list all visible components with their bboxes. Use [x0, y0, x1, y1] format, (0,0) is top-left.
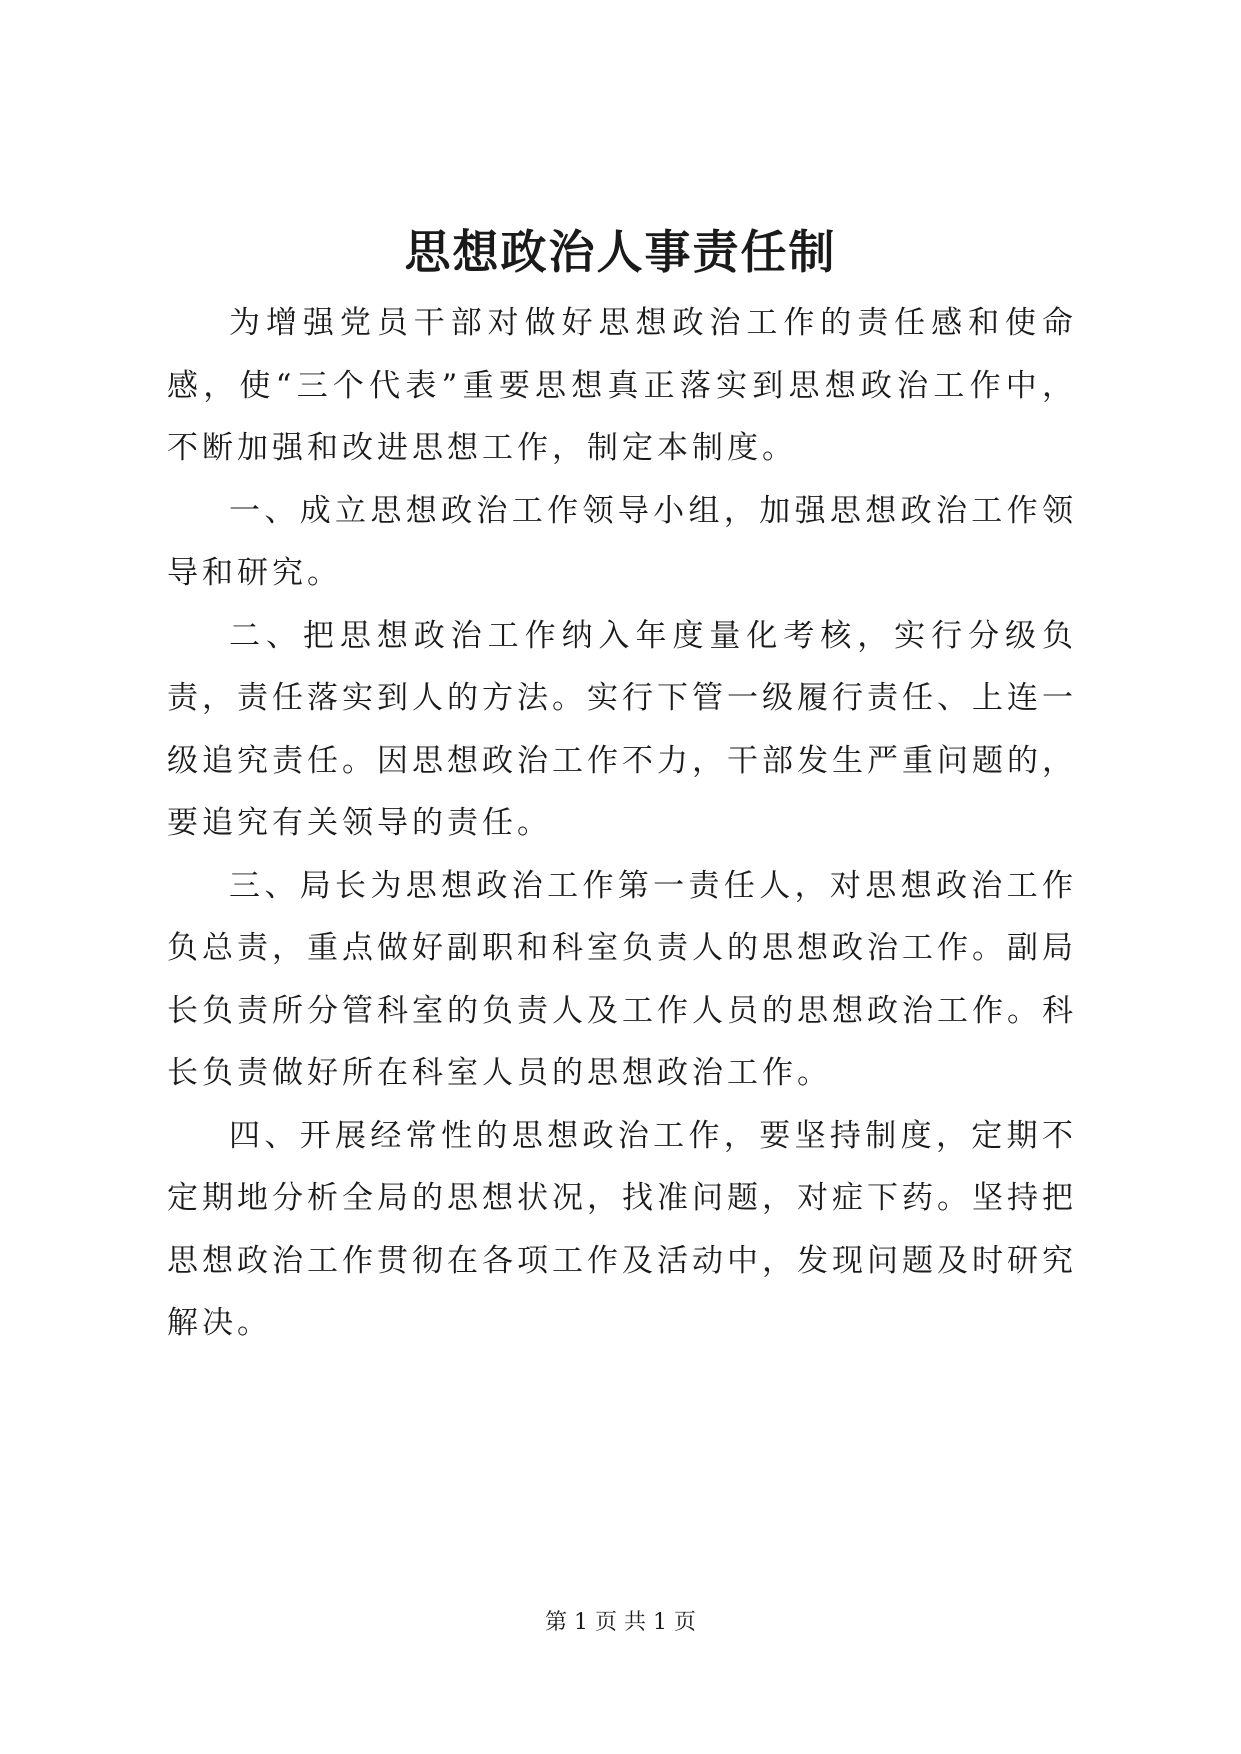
paragraph-intro: 为增强党员干部对做好思想政治工作的责任感和使命感，使“三个代表”重要思想真正落实到思想政治工作中，不断加强和改进思想工作，制定本制度。 — [167, 305, 1077, 466]
paragraph-item-3: 三、局长为思想政治工作第一责任人，对思想政治工作负总责，重点做好副职和科室负责人的思想政治工作。副局长负责所分管科室的负责人及工作人员的思想政治工作。科长负责做好所在科室人员的思想政治工作。 — [167, 867, 1077, 1091]
document-body — [167, 292, 1077, 1355]
paragraph-item-2: 二、把思想政治工作纳入年度量化考核，实行分级负责，责任落实到人的方法。实行下管一级履行责任、上连一级追究责任。因思想政治工作不力，干部发生严重问题的，要追究有关领导的责任。 — [167, 617, 1077, 841]
page-footer: 第 1 页 共 1 页 — [545, 1610, 696, 1635]
document-title: 思想政治人事责任制 — [404, 225, 837, 279]
paragraph-item-1: 一、成立思想政治工作领导小组，加强思想政治工作领导和研究。 — [167, 492, 1077, 591]
paragraph-item-4: 四、开展经常性的思想政治工作，要坚持制度，定期不定期地分析全局的思想状况，找准问题，对症下药。坚持把思想政治工作贯彻在各项工作及活动中，发现问题及时研究解决。 — [167, 1117, 1077, 1341]
